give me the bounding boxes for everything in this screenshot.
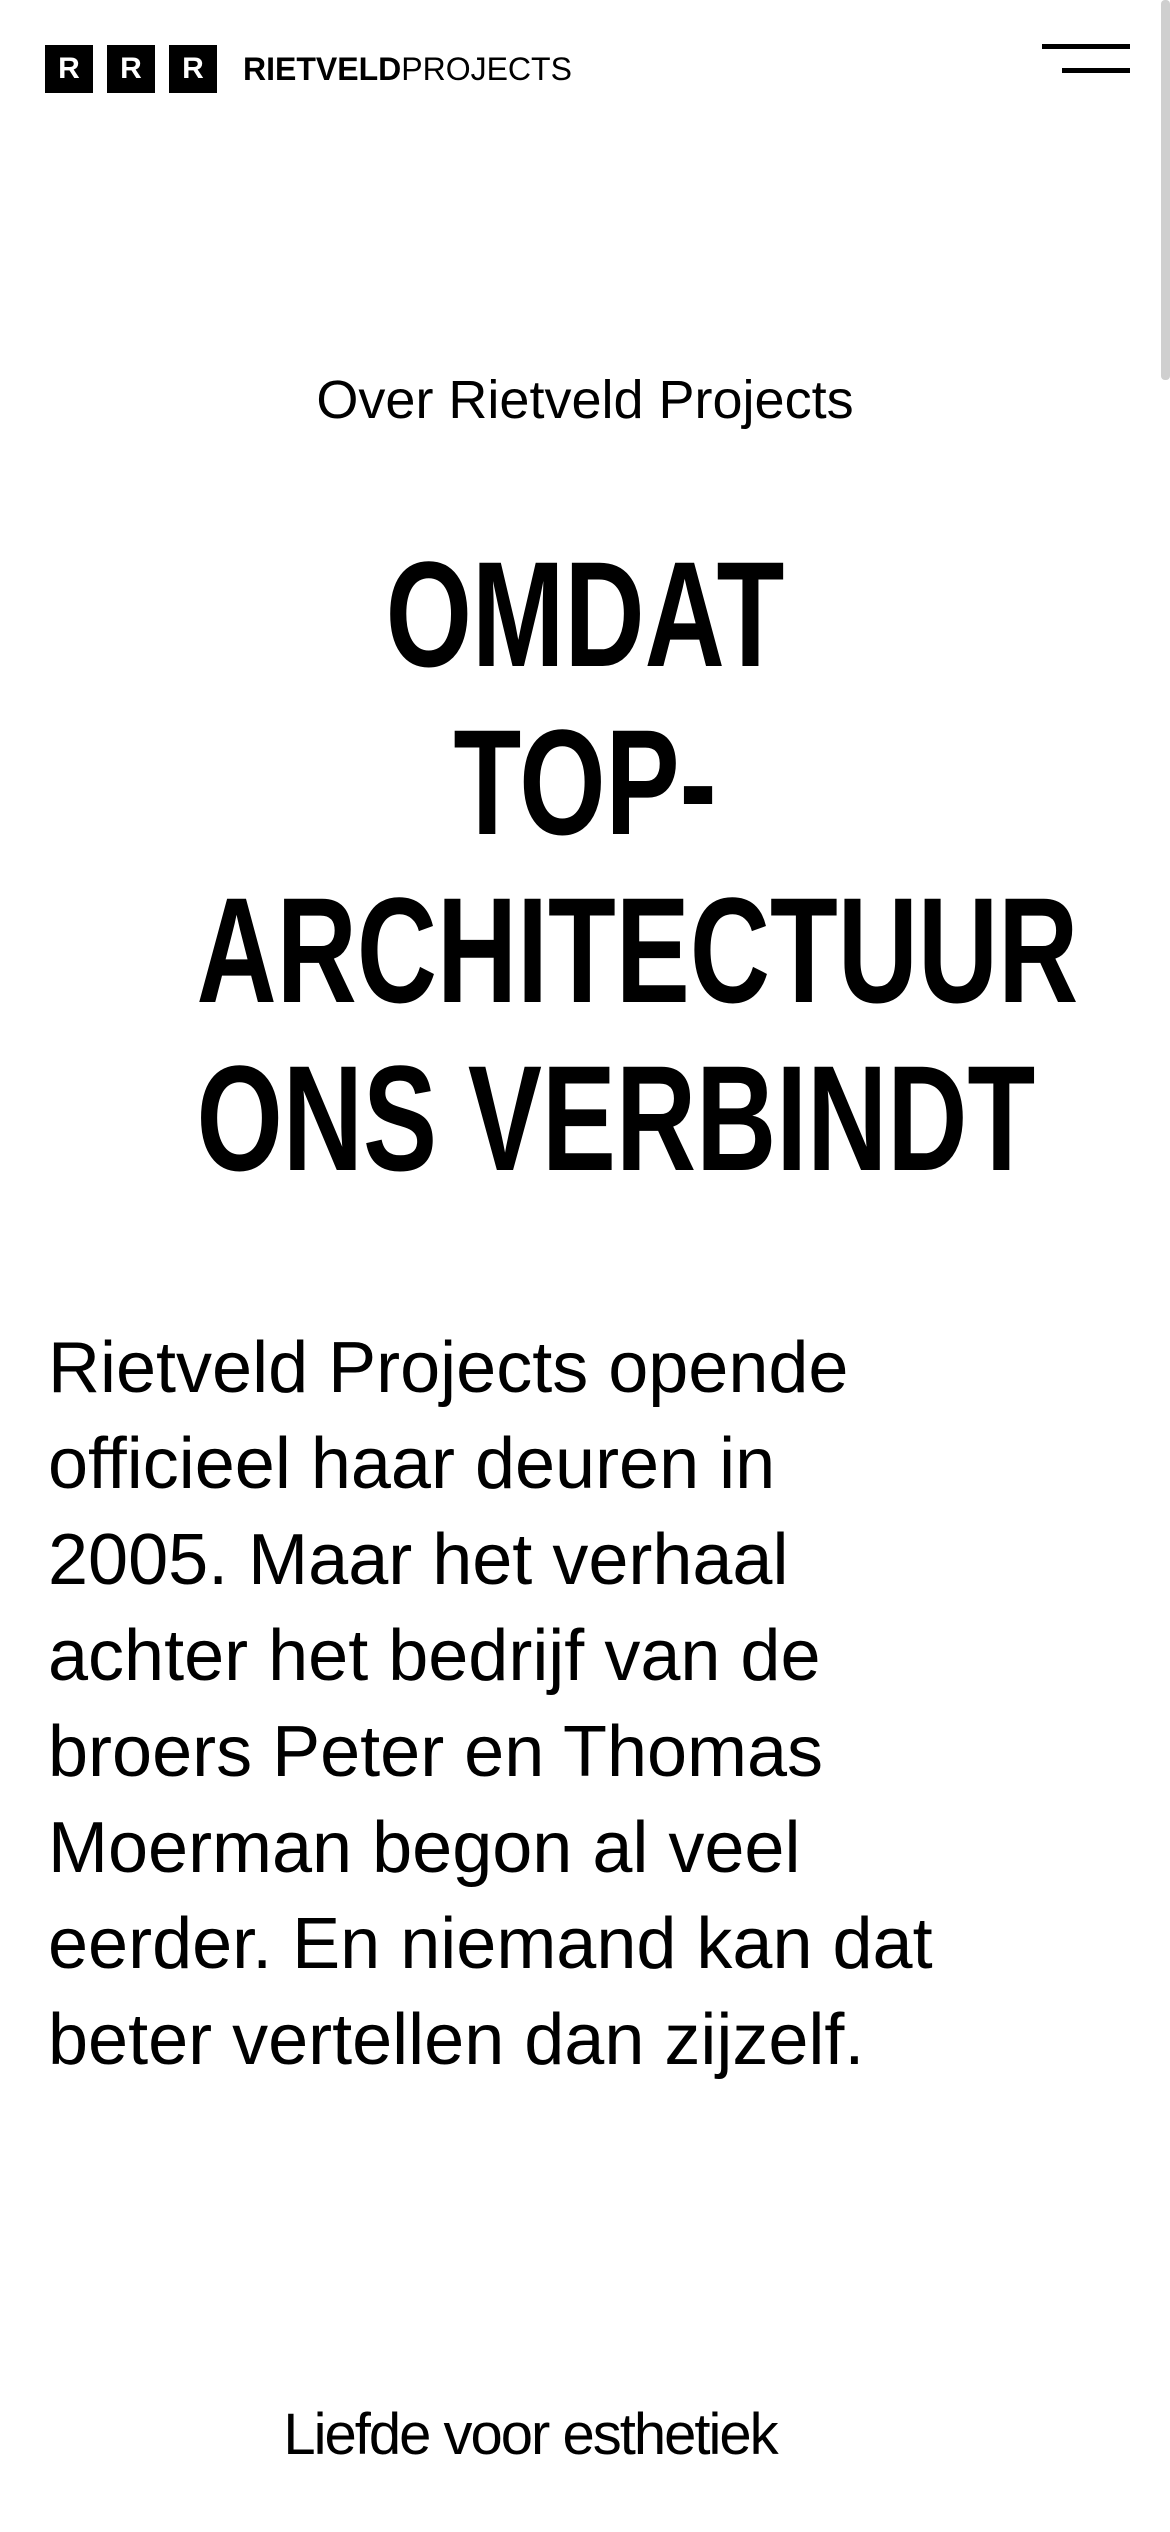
page-headline	[196, 530, 1079, 1202]
logo-letter-box: R	[169, 45, 217, 93]
brand-name-bold: RIETVELD	[243, 51, 402, 87]
headline-line: TOP-	[453, 698, 717, 866]
menu-line-bottom	[1062, 68, 1130, 73]
brand-name	[243, 45, 572, 93]
headline-line: ONS VERBINDT	[196, 1034, 1036, 1202]
logo-letter-box: R	[107, 45, 155, 93]
page-subtitle: Over Rietveld Projects	[316, 370, 854, 430]
site-header	[0, 0, 1170, 140]
section-title: Liefde voor esthetiek	[283, 2402, 777, 2467]
logo-link[interactable]	[45, 45, 572, 93]
brand-name-light: PROJECTS	[401, 51, 572, 87]
hamburger-menu-icon[interactable]	[1030, 40, 1130, 80]
headline-line: ARCHITECTUUR	[196, 866, 1079, 1034]
menu-line-top	[1042, 44, 1130, 49]
headline-line: OMDAT	[385, 530, 785, 698]
scrollbar[interactable]	[1161, 0, 1170, 380]
logo-letter-box: R	[45, 45, 93, 93]
intro-paragraph: Rietveld Projects opende officieel haar deuren in 2005. Maar het verhaal achter het bedrijf van de broers Peter en Thomas Moerman begon al veel eerder. En niemand kan dat beter vertellen dan zijzelf.	[48, 1328, 933, 2080]
